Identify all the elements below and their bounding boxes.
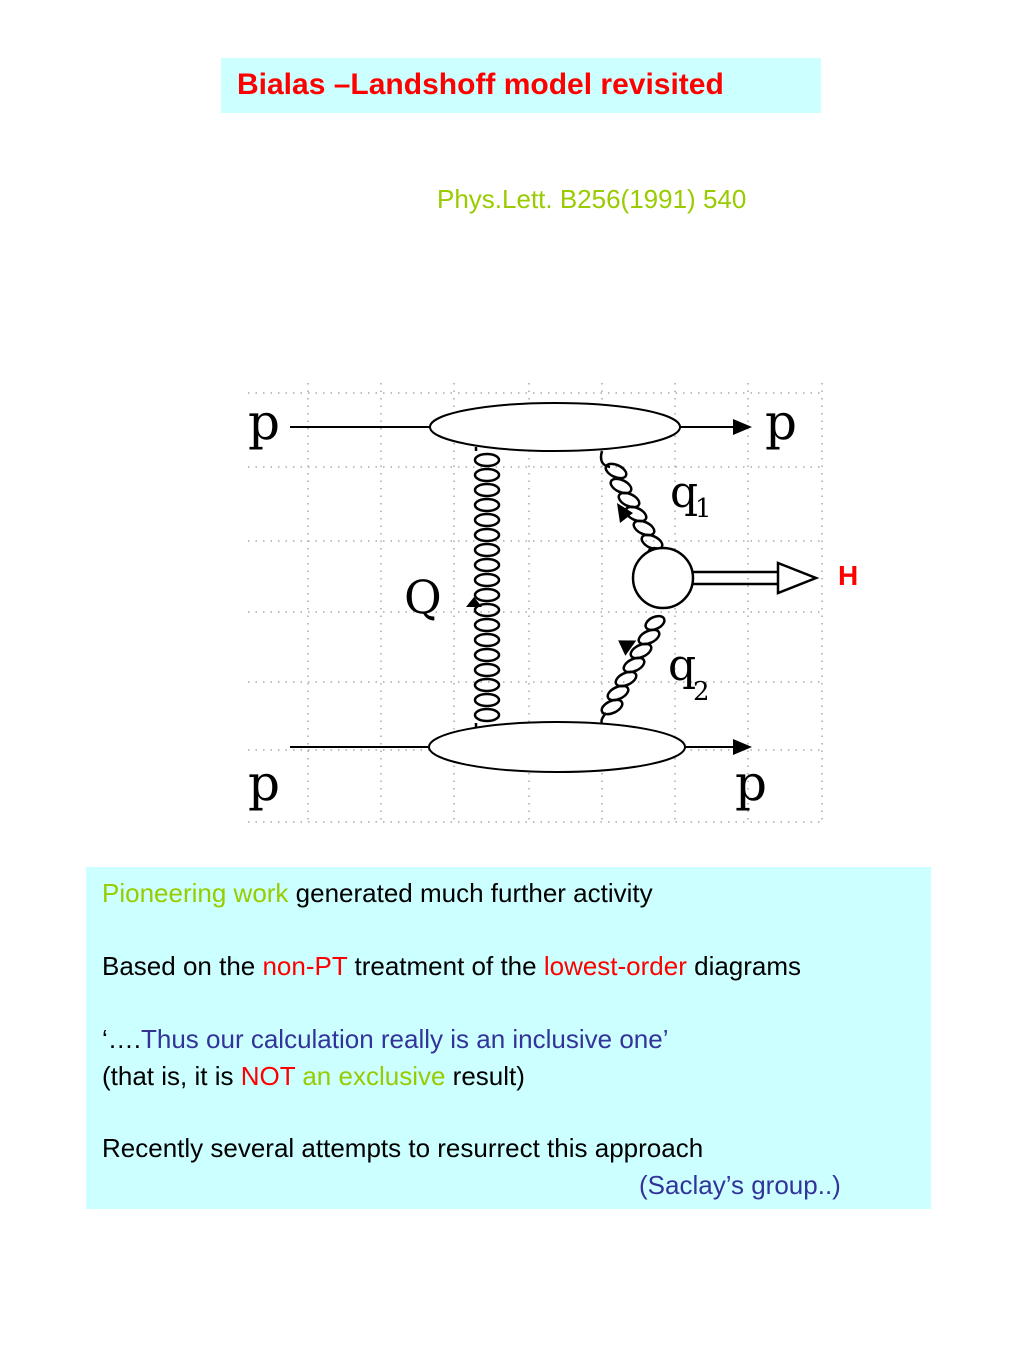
info-box xyxy=(86,867,931,1209)
label-p-top-right: p xyxy=(765,393,798,451)
not-text: NOT xyxy=(240,1061,296,1091)
label-q1-sub: 1 xyxy=(695,494,712,524)
gluon-q2 xyxy=(599,613,666,723)
quote-text: Thus our calculation really is an inclusive one’ xyxy=(141,1024,669,1054)
line-based-on xyxy=(102,951,801,982)
higgs-double-line xyxy=(693,563,816,593)
line-that-is xyxy=(102,1061,525,1092)
line1-rest: generated much further activity xyxy=(288,878,653,908)
label-p-bottom-left: p xyxy=(248,754,281,812)
gluon-Q xyxy=(475,447,499,727)
lowest-order-text: lowest-order xyxy=(543,951,687,981)
pioneering-work-text: Pioneering work xyxy=(102,878,289,908)
label-p-top-left: p xyxy=(248,393,281,451)
exclusive-text: an exclusive xyxy=(295,1061,446,1091)
line-pioneering xyxy=(102,878,653,909)
reference-citation: Phys.Lett. B256(1991) 540 xyxy=(437,184,747,214)
bottom-proton-line xyxy=(290,722,752,772)
line2-a: Based on the xyxy=(102,951,263,981)
line4-c: result) xyxy=(445,1061,525,1091)
quote-open: ‘…. xyxy=(102,1024,141,1054)
label-Q: Q xyxy=(404,570,442,624)
page-title: Bialas –Landshoff model revisited xyxy=(237,68,724,101)
feynman-diagram xyxy=(240,375,830,830)
non-pt-text: non-PT xyxy=(262,951,348,981)
line4-a: (that is, it is xyxy=(102,1061,241,1091)
line2-c: diagrams xyxy=(686,951,802,981)
line-quote xyxy=(102,1024,669,1055)
label-p-bottom-right: p xyxy=(735,754,768,812)
line2-b: treatment of the xyxy=(347,951,544,981)
gluon-q2-arrow xyxy=(614,635,636,658)
top-proton-line xyxy=(290,403,752,451)
label-H: H xyxy=(838,560,859,591)
saclay-group-text: (Saclay’s group..) xyxy=(639,1170,841,1200)
label-q2-sub: 2 xyxy=(693,677,710,707)
label-q1: q xyxy=(670,467,699,518)
title-box xyxy=(221,58,821,113)
label-q2: q xyxy=(668,640,697,691)
vertex-blob xyxy=(633,548,693,608)
line-recently: Recently several attempts to resurrect this approach xyxy=(102,1133,704,1163)
